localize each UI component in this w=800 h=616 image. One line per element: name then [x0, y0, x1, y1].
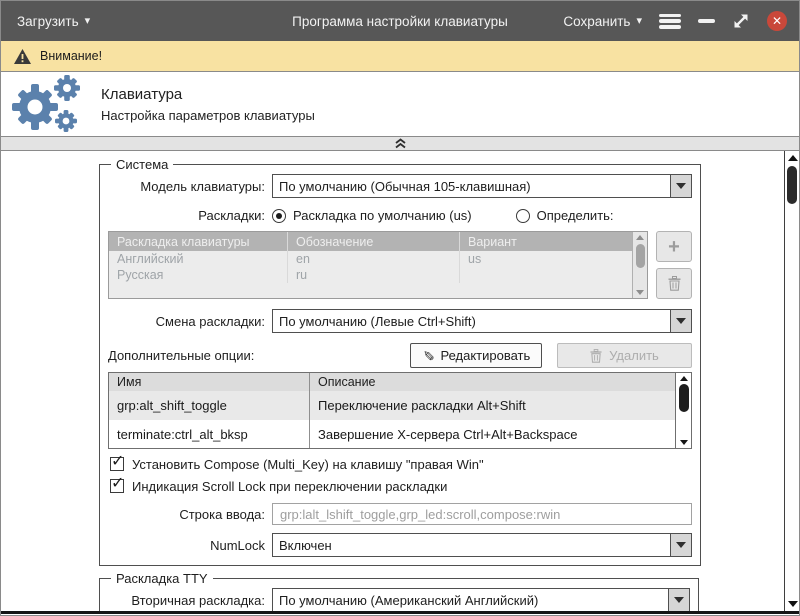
- trash-icon: [590, 349, 602, 363]
- additional-options-label: Дополнительные опции:: [108, 348, 255, 363]
- table-row[interactable]: grp:alt_shift_toggle Переключение раскладки Alt+Shift: [109, 391, 675, 420]
- title-bar: [1, 1, 799, 41]
- scroll-down-icon[interactable]: [788, 601, 798, 607]
- layouts-label: Раскладки:: [198, 208, 265, 223]
- titlebar-actions: [563, 11, 787, 31]
- page-subtitle: Настройка параметров клавиатуры: [101, 107, 315, 123]
- input-string-field[interactable]: [272, 503, 692, 525]
- compose-checkbox-label: Установить Compose (Multi_Key) на клавишу "правая Win": [132, 456, 484, 472]
- scrolllock-checkbox-label: Индикация Scroll Lock при переключении раскладки: [132, 478, 448, 494]
- layout-switch-select[interactable]: [272, 309, 692, 333]
- layout-switch-value: По умолчанию (Левые Ctrl+Shift): [279, 313, 476, 329]
- input-string-label: Строка ввода:: [179, 506, 265, 522]
- scrollbar-thumb[interactable]: [636, 244, 645, 268]
- page-titles: [101, 86, 315, 123]
- layouts-table-header: [109, 232, 632, 251]
- add-layout-button[interactable]: [656, 231, 692, 262]
- layout-custom-radio[interactable]: [516, 208, 614, 223]
- warning-triangle-icon: [14, 49, 31, 64]
- scroll-up-icon[interactable]: [636, 235, 644, 240]
- dropdown-button[interactable]: [670, 310, 691, 332]
- settings-panel: [1, 151, 799, 614]
- keyboard-model-select[interactable]: [272, 174, 692, 198]
- dropdown-button[interactable]: [668, 589, 689, 611]
- page-title: Клавиатура: [101, 85, 183, 103]
- col-header-variant: Вариант: [459, 232, 632, 251]
- radio-selected-icon: [272, 209, 286, 223]
- col-header-name: Имя: [117, 375, 142, 389]
- secondary-layout-value: По умолчанию (Американский Английский): [279, 592, 539, 608]
- scroll-up-icon[interactable]: [680, 376, 688, 381]
- layout-switch-label: Смена раскладки:: [155, 313, 265, 329]
- keyboard-model-value: По умолчанию (Обычная 105-клавишная): [279, 178, 531, 194]
- options-table-header: [109, 373, 675, 391]
- save-menu-button[interactable]: [563, 14, 642, 29]
- trash-icon: [668, 276, 681, 291]
- keyboard-model-label: Модель клавиатуры:: [140, 178, 265, 194]
- edit-option-label: Редактировать: [440, 348, 531, 363]
- scrollbar-thumb[interactable]: [679, 384, 689, 412]
- checkbox-checked-icon[interactable]: ✓: [111, 475, 125, 492]
- scroll-down-icon[interactable]: [680, 440, 688, 445]
- delete-option-label: Удалить: [609, 348, 659, 363]
- layout-default-radio-label: Раскладка по умолчанию (us): [293, 208, 472, 223]
- col-header-layout: Раскладка клавиатуры: [117, 234, 250, 249]
- scrollbar-thumb[interactable]: [787, 166, 797, 204]
- chevron-down-icon: [676, 542, 686, 548]
- options-table: [108, 372, 692, 449]
- numlock-value: Включен: [279, 537, 332, 553]
- load-menu-button[interactable]: [17, 14, 90, 29]
- chevron-down-icon: [676, 318, 686, 324]
- layouts-table-buttons: [656, 231, 692, 299]
- system-group: [99, 157, 701, 566]
- save-menu-label: Сохранить: [563, 13, 631, 29]
- radio-unselected-icon: [516, 209, 530, 223]
- edit-option-button[interactable]: [410, 343, 542, 368]
- layouts-table: [108, 231, 648, 299]
- numlock-row: [108, 533, 692, 557]
- warning-banner: [1, 41, 799, 72]
- secondary-layout-row: [108, 588, 690, 612]
- delete-layout-button[interactable]: [656, 268, 692, 299]
- layout-custom-radio-label: Определить:: [536, 208, 614, 223]
- scroll-down-icon[interactable]: [636, 290, 644, 295]
- tty-group-legend: Раскладка TTY: [116, 571, 208, 586]
- options-table-scrollbar[interactable]: [675, 373, 691, 448]
- chevron-down-icon: [674, 597, 684, 603]
- layout-switch-row: [108, 309, 692, 333]
- additional-options-row: [108, 343, 692, 368]
- chevron-down-icon: [676, 183, 686, 189]
- plus-icon: +: [668, 235, 680, 258]
- table-row[interactable]: Русская ru: [109, 267, 632, 283]
- dropdown-button[interactable]: [670, 175, 691, 197]
- page-header: [1, 72, 799, 136]
- menu-icon[interactable]: [659, 14, 681, 29]
- collapse-header-bar[interactable]: [1, 136, 799, 151]
- layouts-row: [108, 208, 692, 223]
- layouts-table-body: [109, 232, 632, 298]
- chevron-down-icon: ▾: [636, 14, 642, 27]
- tty-group: [99, 571, 699, 614]
- col-header-code: Обозначение: [287, 232, 459, 251]
- secondary-layout-label: Вторичная раскладка:: [131, 592, 265, 608]
- keyboard-gears-icon: [9, 75, 85, 133]
- system-group-legend: Система: [116, 157, 169, 172]
- numlock-select[interactable]: [272, 533, 692, 557]
- layout-default-radio[interactable]: [272, 208, 472, 223]
- load-menu-label: Загрузить: [17, 13, 79, 29]
- pencil-icon: ✎: [420, 349, 437, 362]
- minimize-icon[interactable]: [698, 19, 715, 23]
- table-row[interactable]: terminate:ctrl_alt_bksp Завершение X-сервера Ctrl+Alt+Backspace: [109, 420, 675, 448]
- layouts-table-scrollbar[interactable]: [632, 232, 647, 298]
- panel-bottom-border: [1, 611, 799, 614]
- keyboard-model-row: [108, 174, 692, 198]
- table-row[interactable]: Английский en us: [109, 251, 632, 267]
- numlock-label: NumLock: [210, 537, 265, 553]
- layouts-table-block: [108, 231, 692, 299]
- close-icon[interactable]: ✕: [767, 11, 787, 31]
- secondary-layout-select[interactable]: [272, 588, 690, 612]
- compose-checkbox-row[interactable]: [110, 455, 692, 473]
- window-title: Программа настройки клавиатуры: [292, 13, 508, 29]
- warning-text: Внимание!: [40, 49, 103, 63]
- scrolllock-checkbox-row[interactable]: [110, 477, 692, 495]
- chevron-up-double-icon: [394, 138, 407, 149]
- maximize-icon[interactable]: [732, 12, 750, 30]
- col-header-description: Описание: [309, 373, 675, 391]
- options-table-body: [109, 373, 675, 448]
- scroll-up-icon[interactable]: [788, 155, 798, 161]
- input-string-row: [108, 503, 692, 525]
- main-scrollbar[interactable]: [784, 151, 799, 611]
- checkbox-checked-icon[interactable]: ✓: [111, 453, 125, 470]
- chevron-down-icon: ▾: [84, 14, 91, 27]
- delete-option-button[interactable]: [557, 343, 692, 368]
- dropdown-button[interactable]: [670, 534, 691, 556]
